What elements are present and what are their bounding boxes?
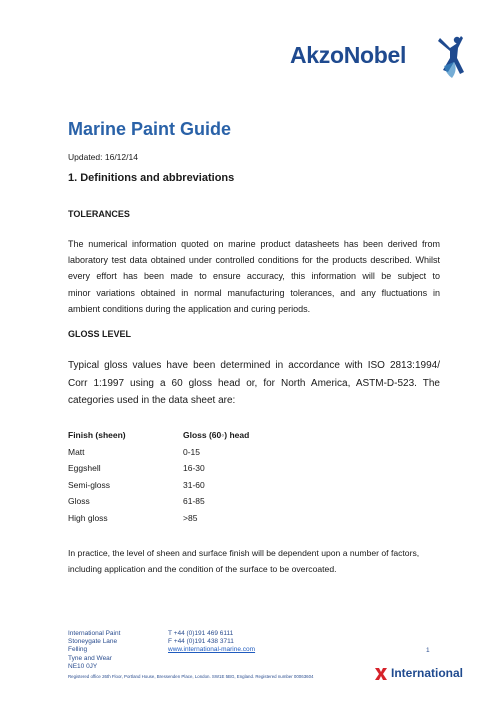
gloss-heading: GLOSS LEVEL [68,329,132,339]
header-finish: Finish (sheen) [68,430,126,440]
international-brand: International [391,666,464,680]
finish-cell: High gloss [68,512,108,523]
gloss-table [68,430,388,530]
gloss-cell: >85 [183,512,198,523]
address-line: Stoneygate Lane [68,638,118,646]
finish-cell: Gloss [68,496,90,507]
gloss-paragraph [68,357,440,410]
brand-name: AkzoNobel [290,42,407,68]
text-line: laboratory test data obtained under controlled conditions for the products described. Whilst [68,255,440,266]
text-line: The numerical information quoted on marine product datasheets has been derived from [68,239,440,249]
footer-address [68,630,120,671]
gloss-cell: 0-15 [183,446,201,457]
registered-office: Registered office 26th Floor, Portland House, Bressenden Place, London. SW1E 5BG, England. Registered number 00063604 [68,674,314,679]
footer-contact [168,630,255,655]
finish-cell: Eggshell [68,463,101,474]
finish-cell: Matt [68,446,85,457]
header-gloss: Gloss (60◦) head [183,430,250,440]
table-row [68,480,388,497]
gloss-cell: 31-60 [183,479,205,490]
table-row [68,447,388,464]
figure-logo-icon [430,32,470,80]
phone-number: T +44 (0)191 469 6111 [168,630,234,637]
text-line: Typical gloss values have been determined in accordance with ISO 2813:1994/ [68,360,440,371]
address-line: Felling [68,646,88,654]
fax-number: F +44 (0)191 438 3711 [168,638,234,646]
text-line: In practice, the level of sheen and surface finish will be dependent upon a number of factors, [68,548,420,558]
section-heading: 1. Definitions and abbreviations [68,172,235,184]
address-line: NE10 0JY [68,662,98,670]
practice-paragraph [68,545,440,577]
address-line: Tyne and Wear [68,654,112,662]
text-line: categories used in the data sheet are: [68,395,236,406]
tolerances-heading: TOLERANCES [68,209,130,219]
text-line: ambient conditions during the application and curing periods. [68,303,311,314]
text-line: minor variations obtained in normal manufacturing tolerances, and any fluctuations in [68,287,440,298]
page-title: Marine Paint Guide [68,119,232,139]
akzonobel-logo [290,32,472,80]
website-link[interactable]: www.international-marine.com [168,646,256,654]
address-line: International Paint [68,630,121,637]
tolerances-paragraph [68,236,440,317]
updated-date: Updated: 16/12/14 [68,152,138,162]
international-logo [374,667,474,681]
gloss-cell: 61-85 [183,496,205,507]
gloss-cell: 16-30 [183,463,205,474]
text-line: every effort has been made to ensure accuracy, this information will be subject to [68,271,440,282]
table-row [68,463,388,480]
text-line: including application and the condition of the surface to be overcoated. [68,564,337,575]
table-row [68,496,388,513]
international-x-icon [374,667,388,681]
finish-cell: Semi-gloss [68,479,111,490]
page-number: 1 [426,647,430,654]
table-header [68,430,388,447]
text-line: Corr 1:1997 using a 60 gloss head or, for North America, ASTM-D-523. The [68,377,440,389]
table-row [68,513,388,530]
